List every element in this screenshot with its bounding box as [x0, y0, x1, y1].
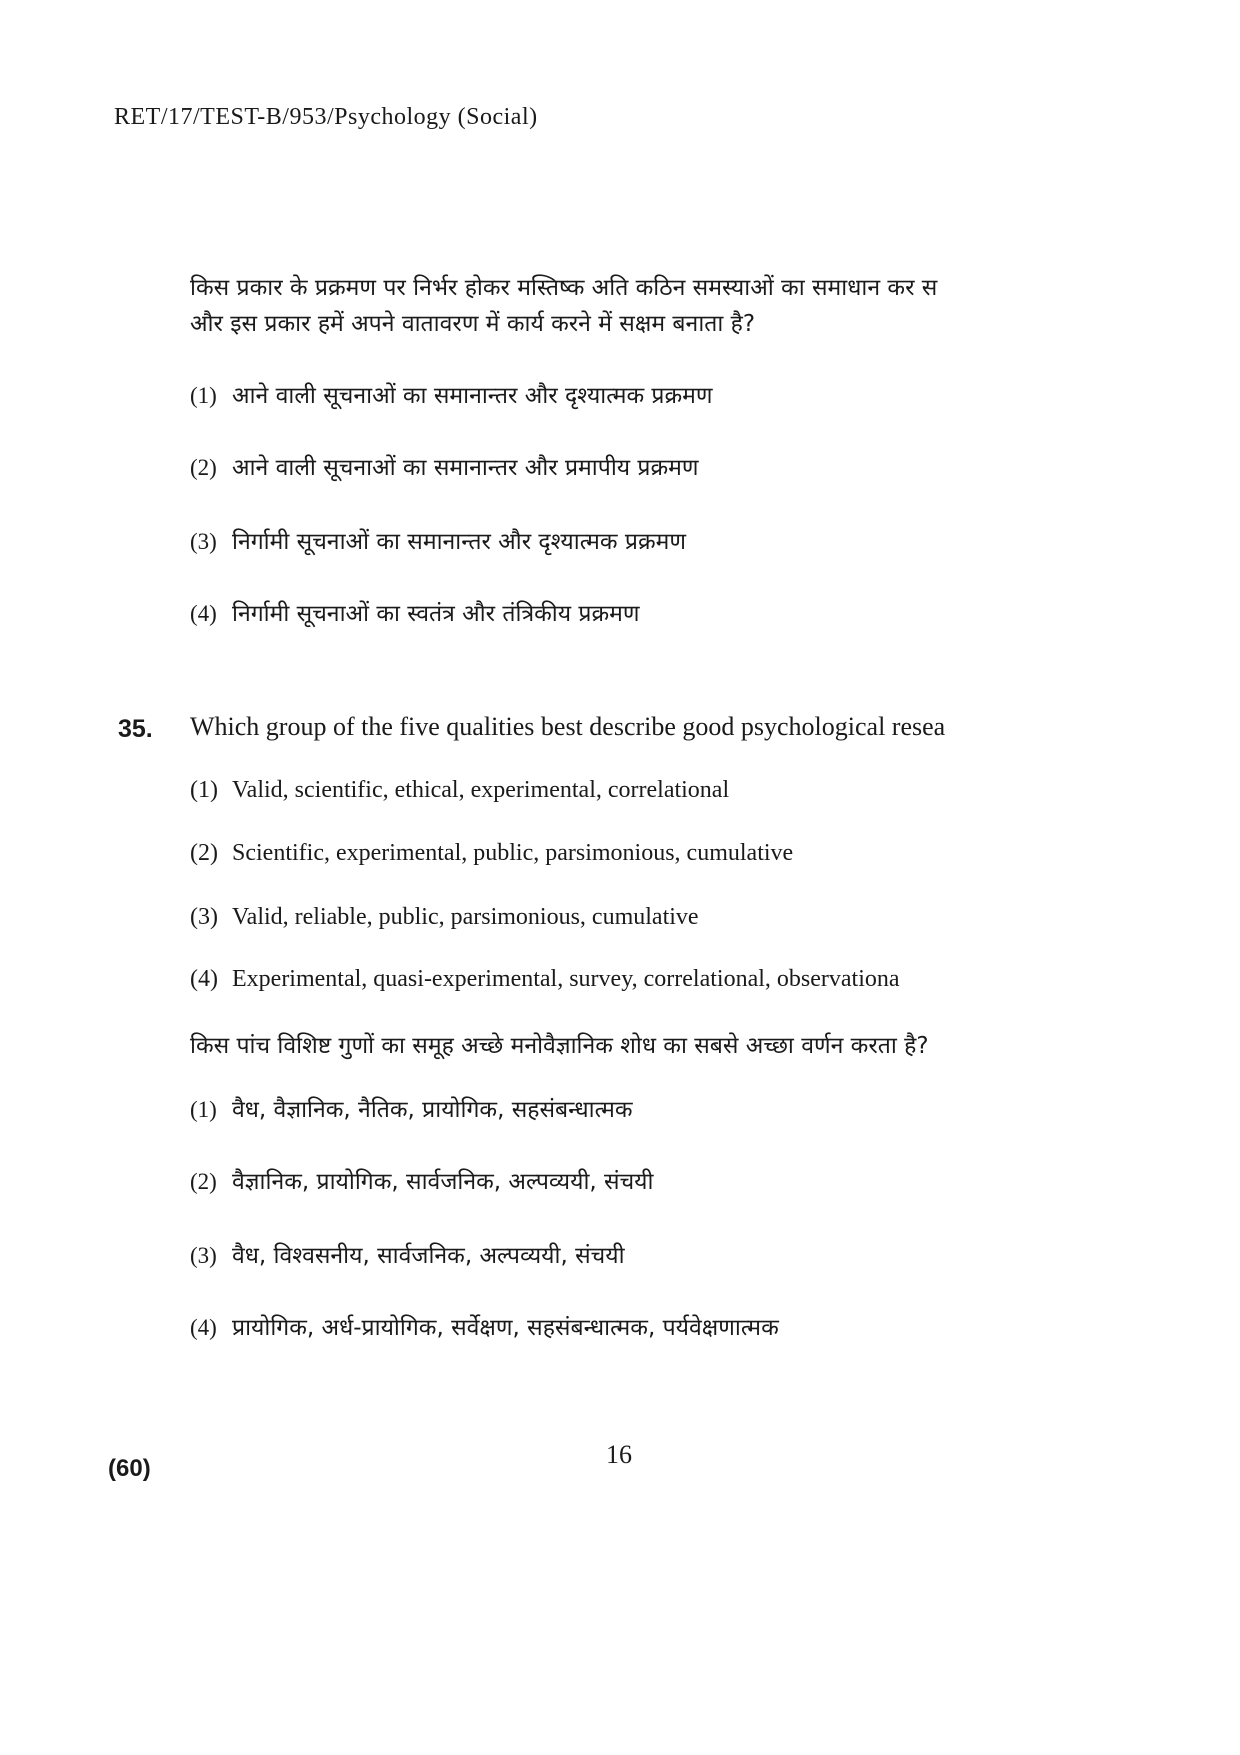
- q35-english-option-2: [190, 840, 1090, 867]
- option-number: (4): [190, 601, 217, 626]
- q34-hindi-option-4: [190, 596, 1090, 628]
- option-number: (3): [190, 1243, 217, 1268]
- option-text: वैज्ञानिक, प्रायोगिक, सार्वजनिक, अल्पव्ययी, संचयी: [232, 1169, 654, 1195]
- option-number: (2): [190, 1169, 217, 1194]
- q34-hindi-option-1: [190, 378, 1090, 410]
- option-number: (3): [190, 529, 217, 554]
- option-text: निर्गामी सूचनाओं का स्वतंत्र और तंत्रिकीय प्रक्रमण: [232, 601, 640, 627]
- option-number: (2): [190, 455, 217, 480]
- option-text: Experimental, quasi-experimental, survey, correlational, observationa: [232, 966, 900, 992]
- option-text: वैध, विश्वसनीय, सार्वजनिक, अल्पव्ययी, संचयी: [232, 1243, 625, 1269]
- q35-english-stem: Which group of the five qualities best describe good psychological resea: [190, 712, 946, 741]
- option-number: (4): [190, 1315, 217, 1340]
- q35-english-option-4: [190, 966, 1090, 993]
- option-text: Scientific, experimental, public, parsimonious, cumulative: [232, 840, 794, 866]
- q35-english-option-3: [190, 904, 1090, 931]
- option-number: (3): [190, 904, 218, 930]
- option-text: निर्गामी सूचनाओं का समानान्तर और दृश्यात्मक प्रक्रमण: [232, 529, 687, 555]
- q35-english-option-1: [190, 777, 1090, 804]
- option-text: वैध, वैज्ञानिक, नैतिक, प्रायोगिक, सहसंबन्धात्मक: [232, 1097, 633, 1123]
- option-text: Valid, scientific, ethical, experimental, correlational: [232, 777, 730, 803]
- option-number: (1): [190, 777, 218, 803]
- q34-hindi-stem-line-2: और इस प्रकार हमें अपने वातावरण में कार्य करने में सक्षम बनाता है?: [190, 311, 756, 337]
- q35-hindi-stem: किस पांच विशिष्ट गुणों का समूह अच्छे मनोवैज्ञानिक शोध का सबसे अच्छा वर्णन करता है?: [190, 1033, 929, 1059]
- q34-hindi-option-2: [190, 450, 1090, 482]
- q35-hindi-option-1: [190, 1092, 1090, 1124]
- page-number: 16: [606, 1440, 632, 1469]
- q35-hindi-option-4: [190, 1310, 1090, 1342]
- paper-code-header: RET/17/TEST-B/953/Psychology (Social): [114, 104, 538, 130]
- q35-hindi-option-2: [190, 1164, 1090, 1196]
- option-text: प्रायोगिक, अर्ध-प्रायोगिक, सर्वेक्षण, सहसंबन्धात्मक, पर्यवेक्षणात्मक: [232, 1315, 779, 1341]
- q34-hindi-stem-line-1: किस प्रकार के प्रक्रमण पर निर्भर होकर मस्तिष्क अति कठिन समस्याओं का समाधान कर स: [190, 275, 938, 301]
- q34-hindi-option-3: [190, 524, 1090, 556]
- q35-hindi-option-3: [190, 1238, 1090, 1270]
- option-text: Valid, reliable, public, parsimonious, cumulative: [232, 904, 699, 930]
- option-number: (4): [190, 966, 218, 992]
- option-number: (1): [190, 1097, 217, 1122]
- option-text: आने वाली सूचनाओं का समानान्तर और दृश्यात्मक प्रक्रमण: [232, 383, 713, 409]
- question-number: 35.: [118, 715, 153, 743]
- page-code: (60): [108, 1455, 151, 1482]
- option-number: (1): [190, 383, 217, 408]
- option-text: आने वाली सूचनाओं का समानान्तर और प्रमापीय प्रक्रमण: [232, 455, 699, 481]
- option-number: (2): [190, 840, 218, 866]
